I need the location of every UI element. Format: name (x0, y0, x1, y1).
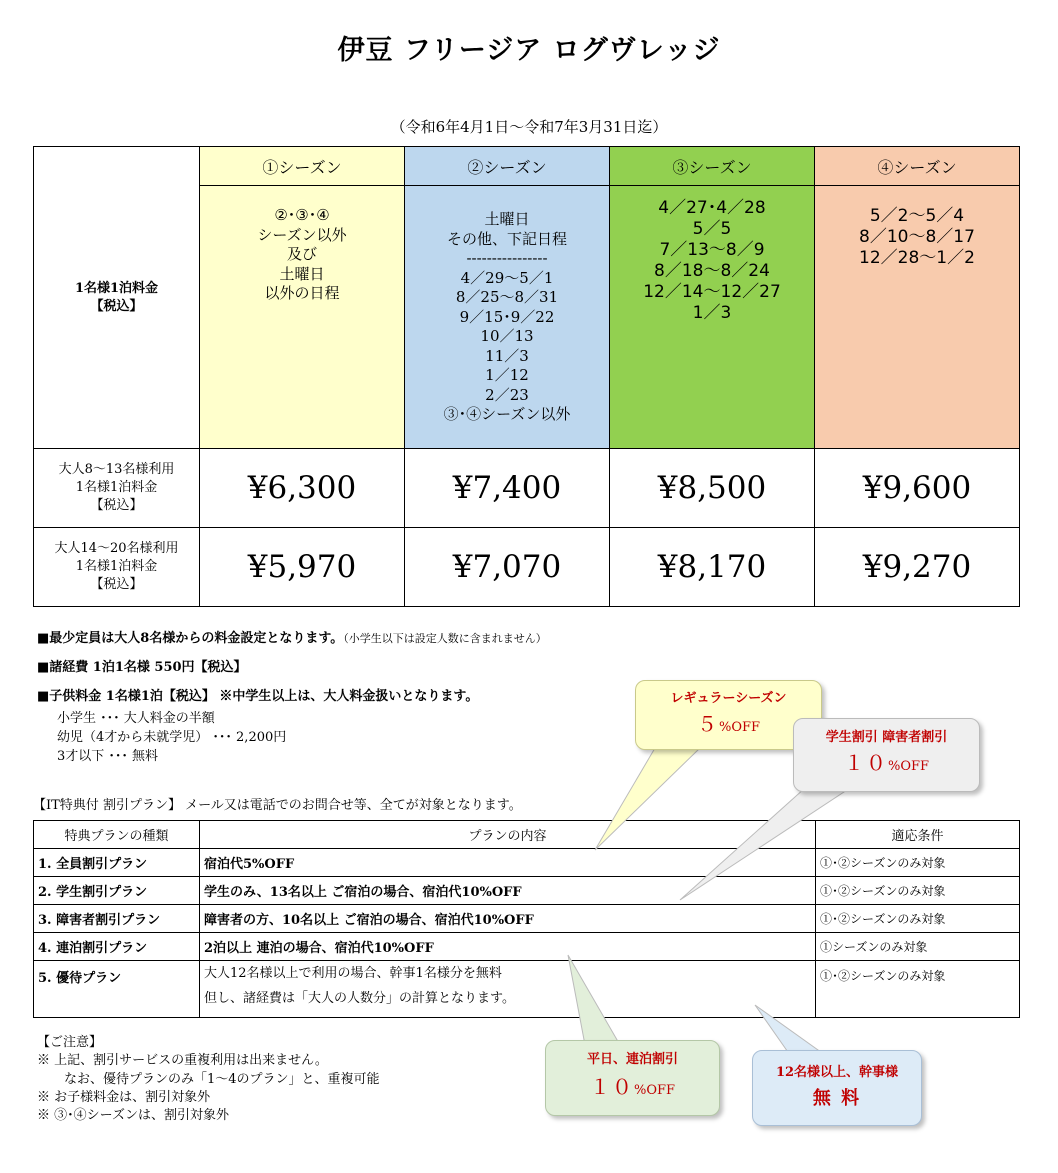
date-line: シーズン以外 (257, 225, 347, 244)
date-line: 11／3 (485, 346, 529, 365)
date-line: その他、下記日程 (446, 229, 567, 248)
price-cell: ¥7,400 (405, 449, 610, 528)
date-line: 土曜日 (279, 264, 325, 283)
date-line: 5／5 (692, 219, 732, 239)
row-label-line: 【税込】 (90, 577, 143, 592)
plan-content: 宿泊代5%OFF (200, 849, 816, 877)
caution-line: ※ お子様料金は、割引対象外 (37, 1090, 211, 1105)
plan-condition: ①･②シーズンのみ対象 (816, 877, 1020, 905)
price-cell: ¥8,500 (610, 449, 815, 528)
row-label-line: 大人8～13名様利用 (58, 462, 175, 477)
plan-content: 障害者の方、10名以上 ご宿泊の場合、宿泊代10%OFF (200, 905, 816, 933)
callout-suffix: %OFF (718, 720, 761, 735)
callout-student-disabled (793, 718, 980, 792)
date-line: 7／13～8／9 (659, 240, 765, 260)
plan-content-line: 但し、諸経費は「大人の人数分」の計算となります。 (204, 991, 515, 1006)
date-line: 以外の日程 (264, 284, 340, 302)
plan-condition: ①･②シーズンのみ対象 (816, 849, 1020, 877)
season-header-1: ①シーズン (200, 147, 405, 186)
date-line: 8／25～8／31 (455, 288, 559, 306)
discount-intro: 【IT特典付 割引プラン】 メール又は電話でのお問合せ等、全てが対象となります。 (33, 798, 522, 813)
plan-name: 2. 学生割引プラン (34, 877, 200, 905)
date-line: 土曜日 (484, 210, 530, 228)
callout-number: １０ (843, 751, 888, 775)
season-header-4: ④シーズン (815, 147, 1020, 186)
min-people-subtext: （小学生以下は設定人数に含まれません） (343, 632, 547, 645)
child-fee-line: 3才以下 ･･･ 無料 (57, 749, 159, 764)
price-cell: ¥8,170 (610, 528, 815, 607)
date-line: 8／10～8／17 (859, 227, 975, 247)
min-people-text: ■最少定員は大人8名様からの料金設定となります。 (37, 631, 344, 646)
plan-content-line: 大人12名様以上で利用の場合、幹事1名様分を無料 (204, 966, 502, 981)
callout-number: ５ (696, 712, 719, 736)
date-line: ②･③･④ (274, 206, 330, 224)
callout-weekday-consecutive (545, 1040, 720, 1116)
callout-value (794, 747, 979, 776)
date-line: 及び (286, 245, 317, 263)
discount-header: 適応条件 (816, 821, 1020, 849)
plan-content: 2泊以上 連泊の場合、宿泊代10%OFF (200, 933, 816, 961)
price-cell: ¥6,300 (200, 449, 405, 528)
callout-value (546, 1071, 719, 1100)
plan-content: 学生のみ、13名以上 ご宿泊の場合、宿泊代10%OFF (200, 877, 816, 905)
price-cell: ¥7,070 (405, 528, 610, 607)
row-label-line: 1名様1泊料金 (74, 280, 159, 296)
callout-value: 無 料 (812, 1088, 862, 1109)
date-line: 12／28～1／2 (859, 248, 975, 268)
callout-group-leader-free (752, 1050, 922, 1126)
price-cell: ¥9,600 (815, 449, 1020, 528)
plan-name: 3. 障害者割引プラン (34, 905, 200, 933)
callout-title: 学生割引 障害者割引 (825, 730, 948, 745)
caution-line: なお、優待プランのみ「1～4のプラン」と、重複可能 (64, 1072, 380, 1087)
date-line: 10／13 (480, 327, 534, 345)
row-label-line: 【税込】 (90, 298, 143, 314)
date-line: 8／18～8／24 (654, 261, 770, 281)
row-label-line: 1名様1泊料金 (75, 480, 158, 495)
date-line: 2／23 (485, 385, 529, 404)
row-label-line: 大人14～20名様利用 (54, 541, 179, 556)
season-header-2: ②シーズン (405, 147, 610, 186)
callout-title: レギュラーシーズン (670, 691, 787, 706)
caution-header: 【ご注意】 (37, 1035, 103, 1050)
date-line: ③･④シーズン以外 (443, 405, 571, 423)
date-line: 4／29～5／1 (460, 268, 554, 287)
date-line: 5／2～5／4 (869, 206, 965, 226)
row-label-line: 1名様1泊料金 (75, 559, 158, 574)
child-fee-line: 小学生 ･･･ 大人料金の半額 (57, 711, 215, 726)
caution-line: ※ ③･④シーズンは、割引対象外 (37, 1108, 229, 1123)
caution-line: ※ 上記、割引サービスの重複利用は出来ません。 (37, 1053, 328, 1068)
fee-note: ■諸経費 1泊1名様 550円【税込】 (37, 660, 247, 675)
date-line: ---------------- (466, 249, 548, 267)
plan-condition: ①シーズンのみ対象 (816, 933, 1020, 961)
callout-number: １０ (589, 1075, 634, 1099)
date-line: 1／12 (485, 366, 529, 384)
child-fee-header: ■子供料金 1名様1泊【税込】 ※中学生以上は、大人料金扱いとなります。 (37, 689, 479, 704)
price-cell: ¥9,270 (815, 528, 1020, 607)
callout-title: 12名様以上、幹事様 (775, 1065, 899, 1080)
date-line: 12／14～12／27 (643, 282, 781, 302)
plan-condition: ①･②シーズンのみ対象 (816, 961, 1020, 1018)
plan-name: 1. 全員割引プラン (34, 849, 200, 877)
callout-title: 平日、連泊割引 (586, 1052, 678, 1067)
date-line: 9／15･9／22 (459, 307, 555, 326)
plan-name: 5. 優待プラン (34, 961, 200, 1018)
child-fee-line: 幼児（4才から未就学児） ･･･ 2,200円 (57, 730, 287, 745)
callout-suffix: %OFF (887, 759, 930, 774)
season-header-3: ③シーズン (610, 147, 815, 186)
date-line: 1／3 (692, 303, 732, 323)
plan-condition: ①･②シーズンのみ対象 (816, 905, 1020, 933)
validity-period: （令和6年4月1日～令和7年3月31日迄） (390, 118, 668, 136)
page-title: 伊豆 フリージア ログヴレッジ (337, 35, 721, 66)
plan-name: 4. 連泊割引プラン (34, 933, 200, 961)
date-line: 4／27･4／28 (658, 198, 766, 218)
callout-suffix: %OFF (633, 1083, 676, 1098)
discount-header: プランの内容 (200, 821, 816, 849)
price-cell: ¥5,970 (200, 528, 405, 607)
discount-header: 特典プランの種類 (34, 821, 200, 849)
row-label-line: 【税込】 (90, 498, 143, 513)
